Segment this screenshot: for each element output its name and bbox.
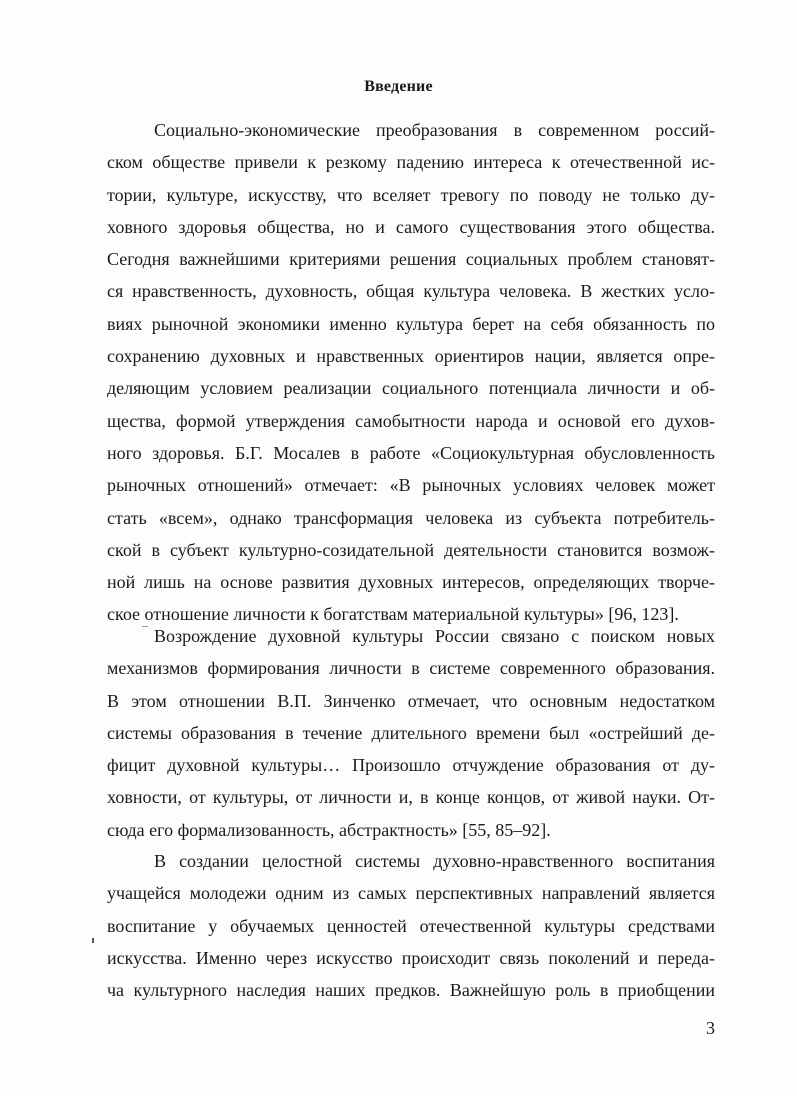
text-line: ском обществе привели к резкому падению интереса к отечественной ис- [107,152,715,173]
text-line: виях рыночной экономики именно культура берет на себя обязанность по [107,313,715,334]
text-line: ховности, от культуры, от личности и, в конце концов, от живой науки. От- [107,787,715,808]
paragraph-3 [107,845,715,1006]
page-title: Введение [364,78,433,95]
text-line: ское отношение личности к богатствам материальной культуры» [96, 123]. [107,604,679,625]
text-line: рыночных отношений» отмечает: «В рыночных условиях человек может [107,475,715,496]
text-line: механизмов формирования личности в системе современного образования. [107,658,715,679]
text-line: Социально-экономические преобразования в современном россий- [154,120,715,140]
text-line: ного здоровья. Б.Г. Мосалев в работе «Социокультурная обусловленность [107,442,715,463]
text-line: фицит духовной культуры… Произошло отчуждение образования от ду- [107,755,715,776]
text-line: ской в субъект культурно-созидательной деятельности становится возмож- [107,539,715,560]
paragraph-1 [107,114,715,631]
text-line: сохранению духовных и нравственных ориентиров нации, является опре- [107,346,715,367]
text-line: учащейся молодежи одним из самых перспективных направлений является [107,883,715,904]
text-line: ся нравственность, духовность, общая культура человека. В жестких усло- [107,281,715,302]
text-line: воспитание у обучаемых ценностей отечественной культуры средствами [107,915,715,936]
text-line: искусства. Именно через искусство происходит связь поколений и переда- [107,947,715,968]
text-line: ховного здоровья общества, но и самого существования этого общества. [107,216,715,237]
paragraph-2 [107,620,715,846]
page-number: 3 [706,1018,715,1038]
text-line: ча культурного наследия наших предков. Важнейшую роль в приобщении [107,980,715,1001]
scan-speck [142,626,148,627]
scan-speck [92,938,94,943]
text-line: В создании целостной системы духовно-нравственного воспитания [154,851,715,871]
text-line: деляющим условием реализации социального потенциала личности и об- [107,378,715,399]
text-line: Возрождение духовной культуры России связано с поиском новых [154,626,715,646]
text-line: В этом отношении В.П. Зинченко отмечает, что основным недостатком [107,690,715,711]
text-line: Сегодня важнейшими критериями решения социальных проблем становят- [107,249,715,270]
text-line: ной лишь на основе развития духовных интересов, определяющих творче- [107,572,715,593]
text-line: системы образования в течение длительного времени был «острейший де- [107,722,715,743]
text-line: стать «всем», однако трансформация человека из субъекта потребитель- [107,507,715,528]
text-line: тории, культуре, искусству, что вселяет тревогу по поводу не только ду- [107,184,715,205]
text-line: сюда его формализованность, абстрактность» [55, 85–92]. [107,819,551,840]
text-line: щества, формой утверждения самобытности народа и основой его духов- [107,410,715,431]
